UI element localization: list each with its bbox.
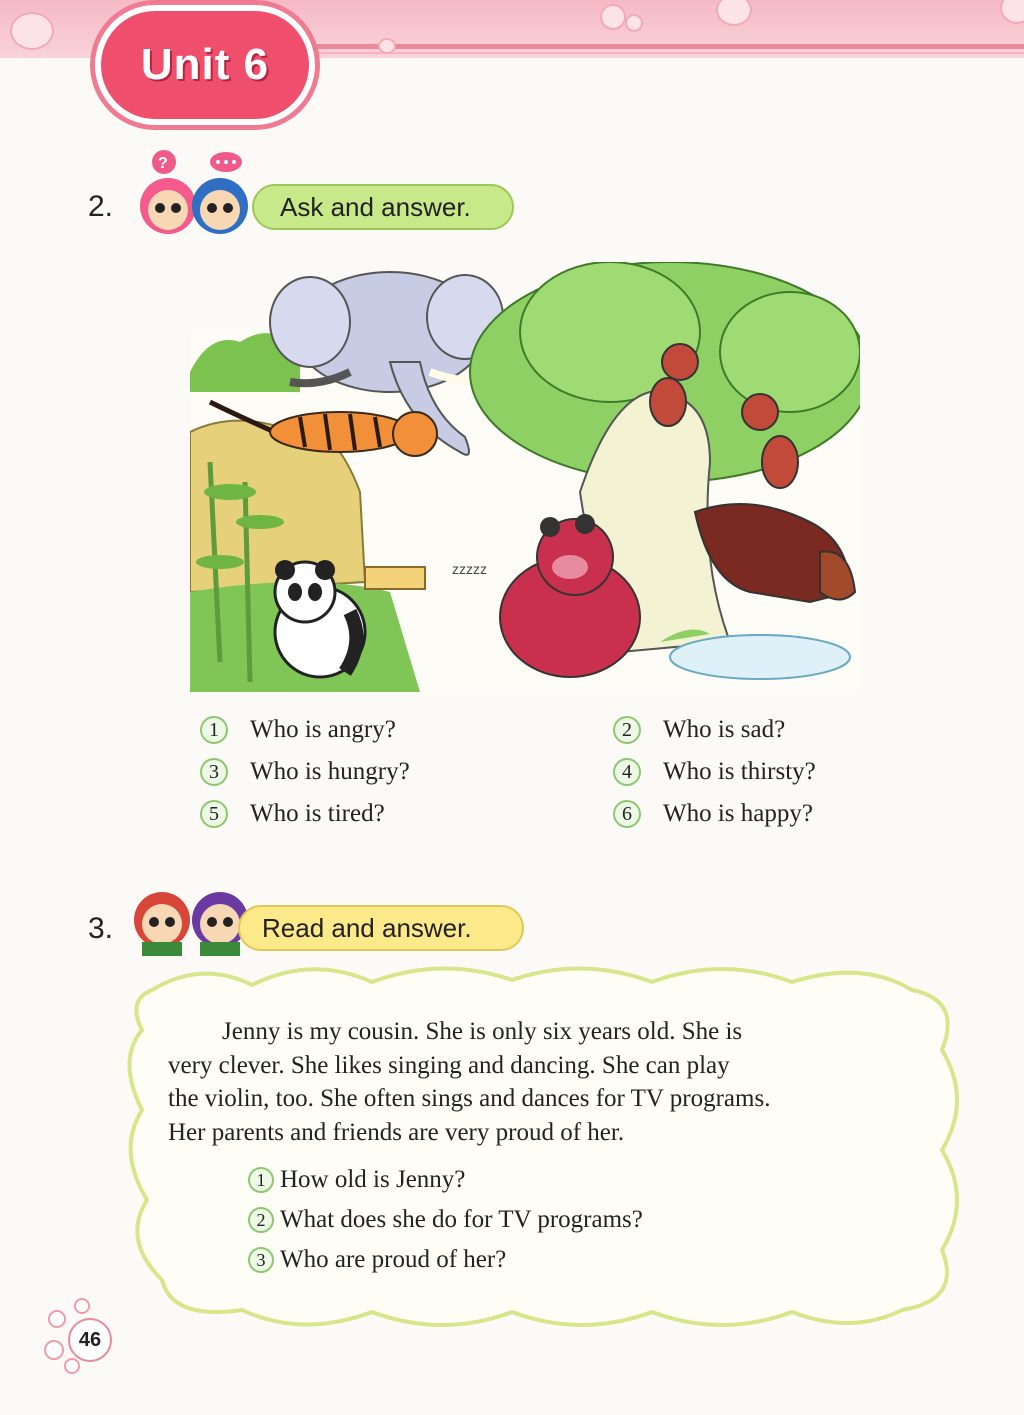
header-divider-thin (300, 52, 1024, 54)
water-pond (670, 635, 850, 679)
question-text: Who is sad? (663, 716, 786, 743)
question-number-badge: 2 (248, 1207, 274, 1233)
reading-passage (168, 1015, 908, 1149)
passage-line: Jenny is my cousin. She is only six years old. She is (222, 1018, 743, 1045)
question-number-badge: 2 (613, 716, 641, 744)
bread (365, 567, 425, 589)
mascot-icons (128, 148, 268, 238)
section3-title-pill (238, 905, 524, 951)
question-text: What does she do for TV programs? (280, 1206, 643, 1233)
question-text: Who is angry? (250, 716, 396, 743)
section2-question (200, 800, 385, 828)
section2-question (200, 716, 396, 744)
decor-ring (44, 1340, 64, 1360)
section3-question (248, 1246, 506, 1274)
unit-badge (95, 5, 315, 125)
question-number-badge: 4 (613, 758, 641, 786)
section2-question (200, 758, 410, 786)
question-number-badge: 3 (200, 758, 228, 786)
zoo-scene-illustration (190, 262, 860, 692)
page-number-text: 46 (78, 1328, 102, 1351)
question-text: How old is Jenny? (280, 1166, 466, 1193)
snore-text: zzzzz (452, 561, 487, 577)
section2-number: 2. (88, 190, 114, 223)
passage-line: the violin, too. She often sings and dances for TV programs. (168, 1085, 771, 1112)
section2-question (613, 800, 813, 828)
question-number-badge: 1 (200, 716, 228, 744)
decor-dot (600, 4, 626, 30)
header-divider (300, 44, 1024, 49)
question-number-badge: 3 (248, 1247, 274, 1273)
question-number-badge: 1 (248, 1167, 274, 1193)
decor-dot (378, 38, 396, 54)
unit-title: Unit 6 (140, 40, 270, 89)
question-text: Who is tired? (250, 800, 385, 827)
passage-line: very clever. She likes singing and dancing. She can play (168, 1051, 730, 1079)
section2-question (613, 758, 816, 786)
decor-dot (625, 14, 643, 32)
section3-number: 3. (88, 912, 114, 945)
decor-ring (48, 1310, 66, 1328)
question-text: Who is thirsty? (663, 758, 816, 785)
section2-title: Ask and answer. (280, 191, 471, 222)
question-text: Who is happy? (663, 800, 813, 827)
decor-ring (64, 1358, 80, 1374)
question-number-badge: 6 (613, 800, 641, 828)
question-number-badge: 5 (200, 800, 228, 828)
section2-question (613, 716, 785, 744)
decor-dot (10, 12, 54, 50)
decor-ring (74, 1298, 90, 1314)
section3-title: Read and answer. (262, 912, 472, 943)
section2-title-pill (252, 184, 514, 230)
question-text: Who is hungry? (250, 758, 410, 785)
svg-text:?: ? (158, 155, 168, 172)
page-number (68, 1318, 112, 1362)
section3-question (248, 1206, 643, 1234)
question-text: Who are proud of her? (280, 1246, 507, 1273)
passage-line: Her parents and friends are very proud of her. (168, 1118, 625, 1146)
section3-question (248, 1166, 465, 1194)
